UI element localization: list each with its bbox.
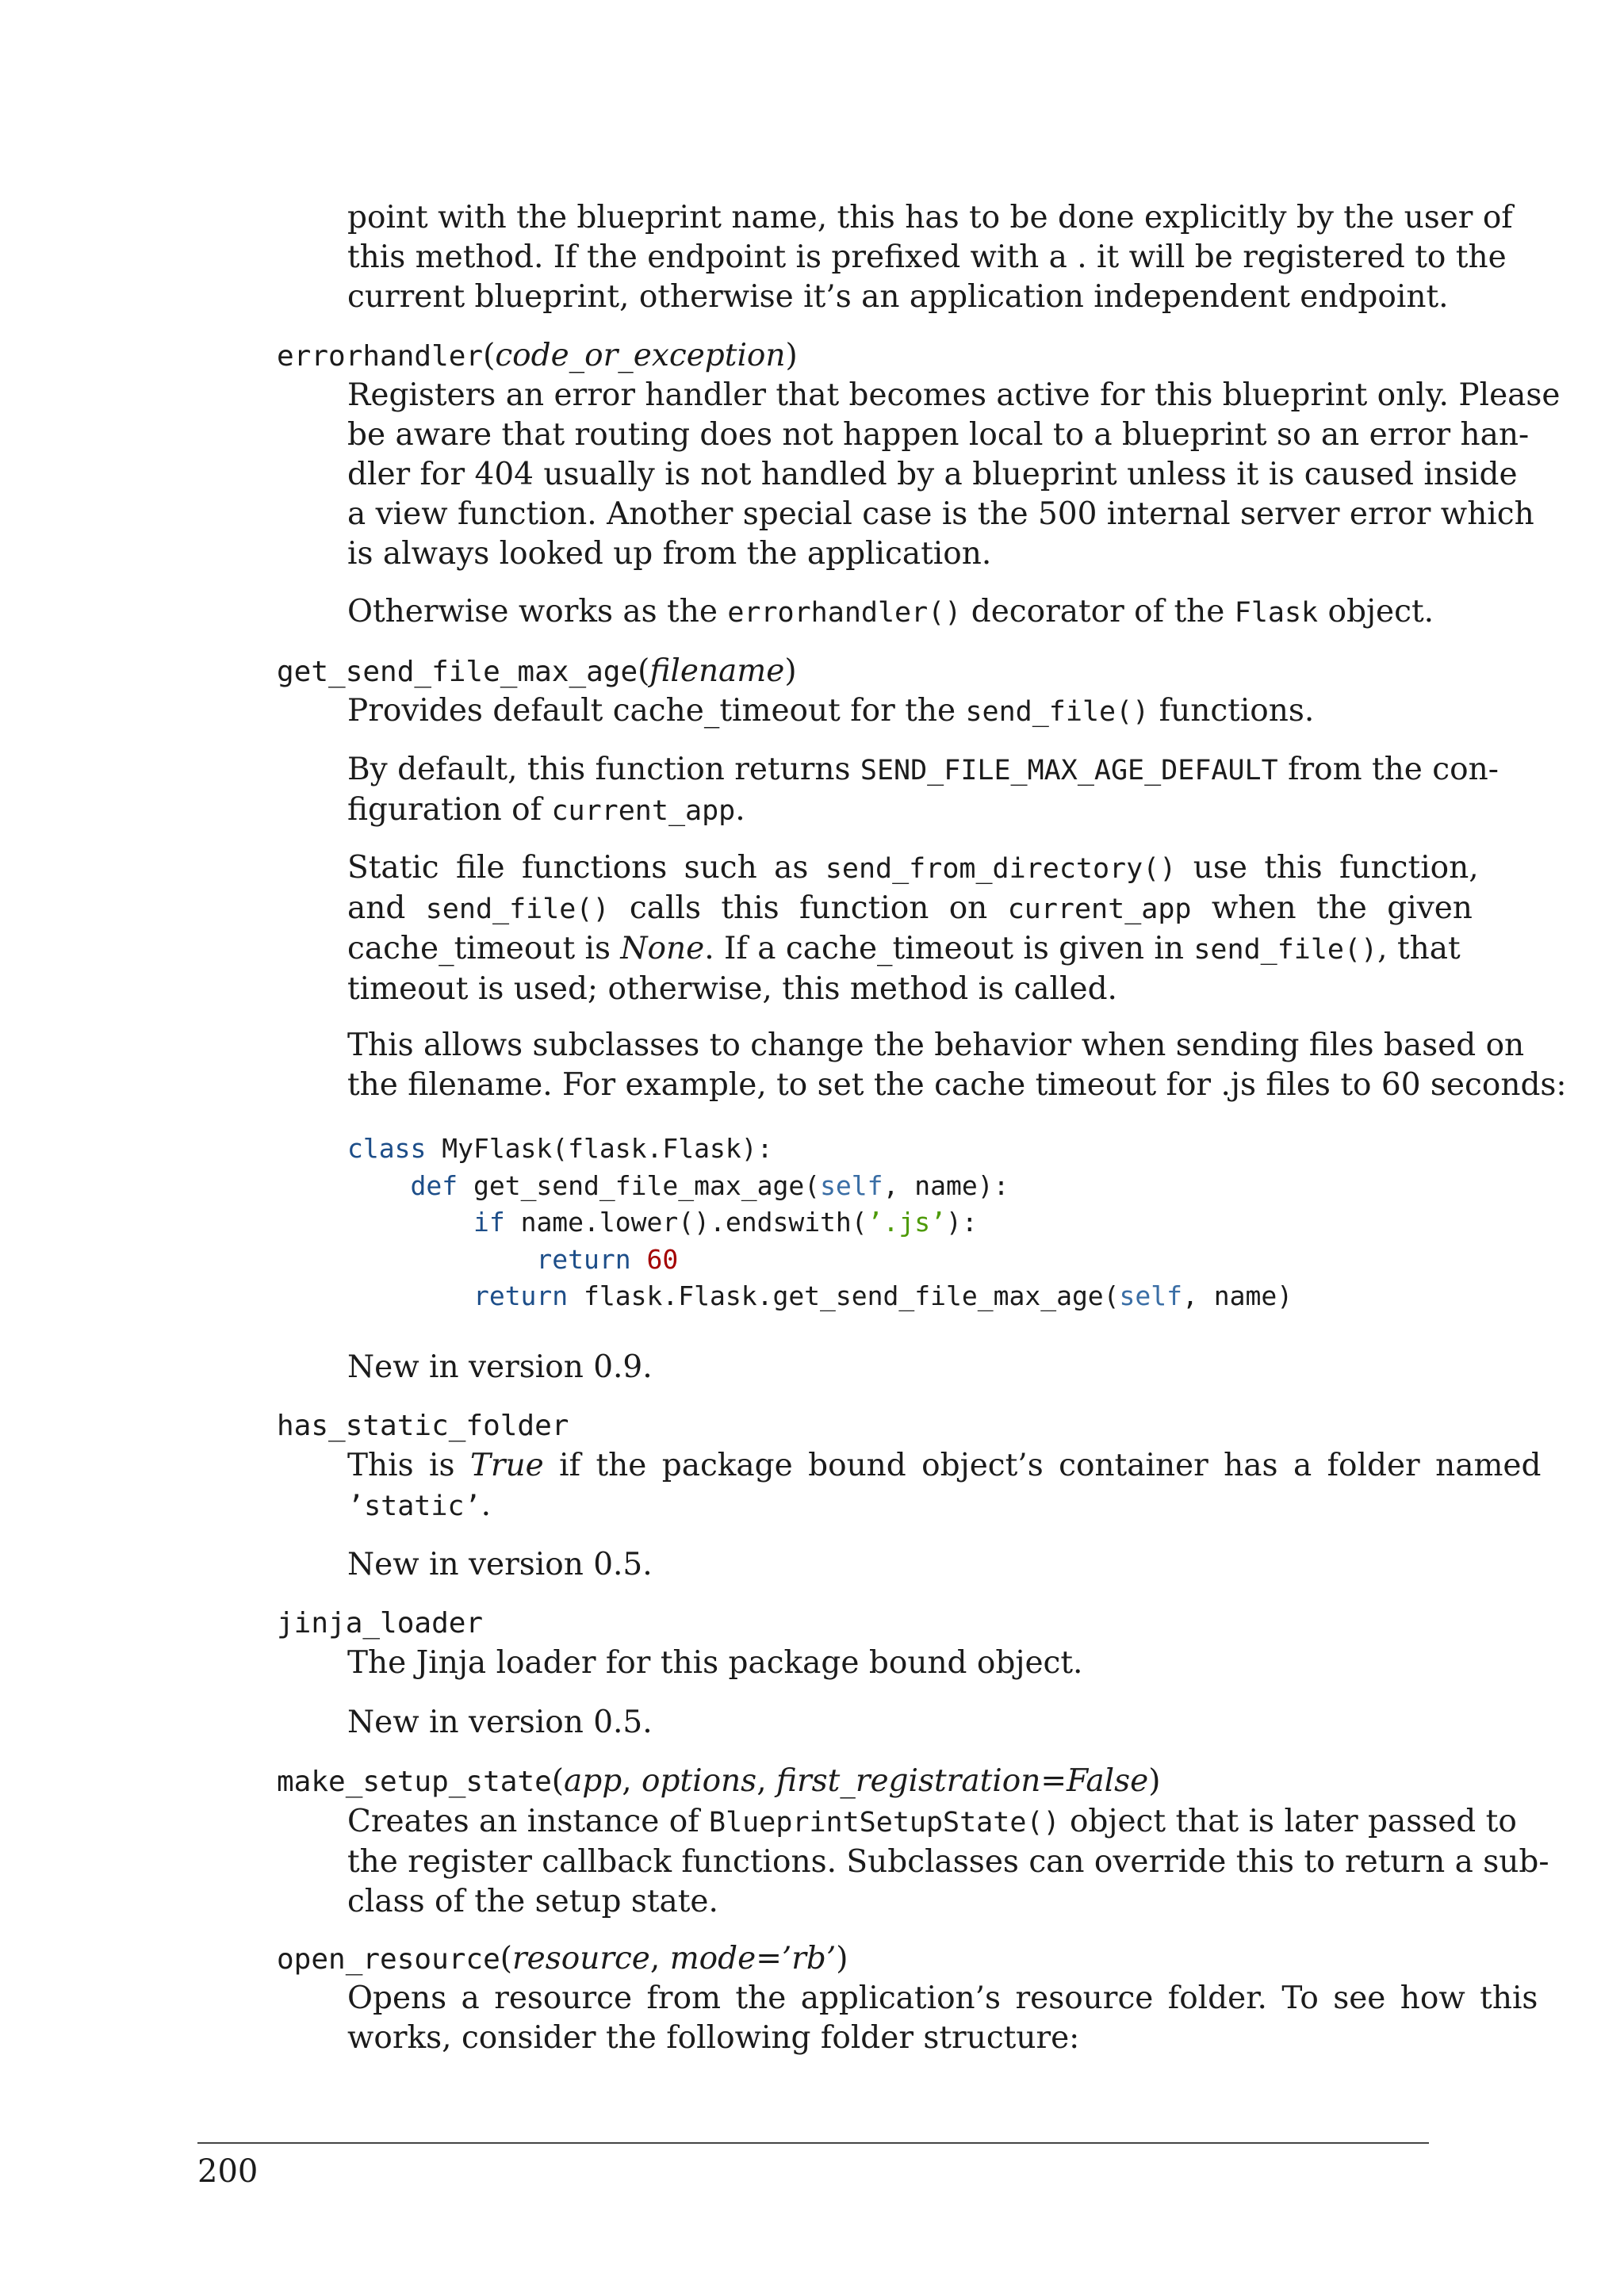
page-number: 200 [197,2153,259,2190]
text-line: This is True if the package bound object’s container has a folder named [347,1448,1542,1483]
text-line: New in version 0.5. [347,1705,653,1740]
code-example [347,1131,1293,1315]
has-static-folder-description [347,1446,1542,1526]
text-line: New in version 0.9. [347,1349,653,1385]
get-send-file-max-age-default [347,750,1499,831]
text-line: figuration of current_app. [347,792,745,828]
text-line: New in version 0.5. [347,1547,653,1582]
text-line: The Jinja loader for this package bound object. [347,1645,1083,1681]
method-param: options [641,1763,757,1799]
method-signature-errorhandler: errorhandler(code_or_exception) [277,338,798,373]
attribute-name: has_static_folder [277,1410,569,1442]
method-name: get_send_file_max_age [277,656,638,688]
code-line: def get_send_file_max_age(self, name): [410,1169,1009,1201]
text-line: a view function. Another special case is the 500 internal server error which [347,496,1534,532]
get-send-file-max-age-subclass [347,1026,1567,1105]
code-line: if name.lower().endswith(’.js’): [473,1207,978,1238]
method-signature-open-resource: open_resource(resource, mode=’rb’) [277,1941,848,1976]
text-line: dler for 404 usually is not handled by a blueprint unless it is caused inside [347,457,1518,492]
version-note [347,1348,1429,1387]
text-line: This allows subclasses to change the behavior when sending files based on [347,1027,1525,1063]
method-param: app [564,1763,622,1799]
text-line: be aware that routing does not happen local to a blueprint so an error han- [347,417,1530,453]
text-line: class of the setup state. [347,1884,718,1919]
method-param: mode=’rb’ [669,1941,837,1976]
make-setup-state-description [347,1802,1549,1922]
errorhandler-description [347,376,1561,574]
text-line: current blueprint, otherwise it’s an application independent endpoint. [347,279,1449,315]
text-line: works, consider the following folder structure: [347,2020,1080,2056]
text-line: timeout is used; otherwise, this method is called. [347,971,1117,1007]
text-line: point with the blueprint name, this has to be done explicitly by the user of [347,200,1513,235]
attribute-name: jinja_loader [277,1607,484,1640]
text-line: this method. If the endpoint is prefixed with a . it will be registered to the [347,239,1507,275]
method-signature-get-send-file-max-age: get_send_file_max_age(filename) [277,653,797,689]
open-resource-description [347,1979,1538,2058]
get-send-file-max-age-summary [347,691,1429,732]
continuation-paragraph [347,198,1513,317]
method-name: errorhandler [277,340,484,373]
text-line: By default, this function returns SEND_FILE_MAX_AGE_DEFAULT from the con- [347,752,1499,787]
text-line: Opens a resource from the application’s resource folder. To see how this [347,1980,1538,2016]
version-note [347,1703,1429,1743]
code-line: return 60 [536,1243,679,1275]
text-line: Otherwise works as the errorhandler() decorator of the Flask object. [347,594,1434,629]
method-param: code_or_exception [495,338,786,373]
text-line: Creates an instance of BlueprintSetupState() object that is later passed to [347,1804,1517,1839]
attribute-signature-jinja-loader [277,1605,483,1643]
method-name: open_resource [277,1943,500,1976]
code-line: class MyFlask(flask.Flask): [347,1133,773,1164]
attribute-signature-has-static-folder [277,1407,569,1445]
method-signature-make-setup-state: make_setup_state(app, options, first_registration=False) [277,1763,1161,1799]
method-param: filename [649,653,785,689]
method-param: resource [511,1941,650,1976]
text-line: the filename. For example, to set the cache timeout for .js files to 60 seconds: [347,1067,1567,1103]
method-param: first_registration=False [776,1763,1149,1799]
text-line: Registers an error handler that becomes active for this blueprint only. Please [347,377,1561,413]
text-line: and send_file() calls this function on current_app when the given [347,890,1473,926]
text-line: cache_timeout is None. If a cache_timeout is given in send_file(), that [347,931,1461,966]
text-line: is always looked up from the application. [347,536,992,572]
method-name: make_setup_state [277,1766,552,1798]
text-line: the register callback functions. Subclasses can override this to return a sub- [347,1844,1549,1880]
text-line: Provides default cache_timeout for the send_file() functions. [347,693,1315,729]
code-line: return flask.Flask.get_send_file_max_age(self, name) [473,1280,1293,1311]
jinja-loader-description [347,1644,1429,1683]
version-note [347,1545,1429,1585]
get-send-file-max-age-usage [347,848,1479,1009]
text-line: ’static’. [347,1487,491,1523]
text-line: Static file functions such as send_from_directory() use this function, [347,850,1479,886]
errorhandler-note [347,592,1434,633]
footer-divider [197,2142,1429,2144]
